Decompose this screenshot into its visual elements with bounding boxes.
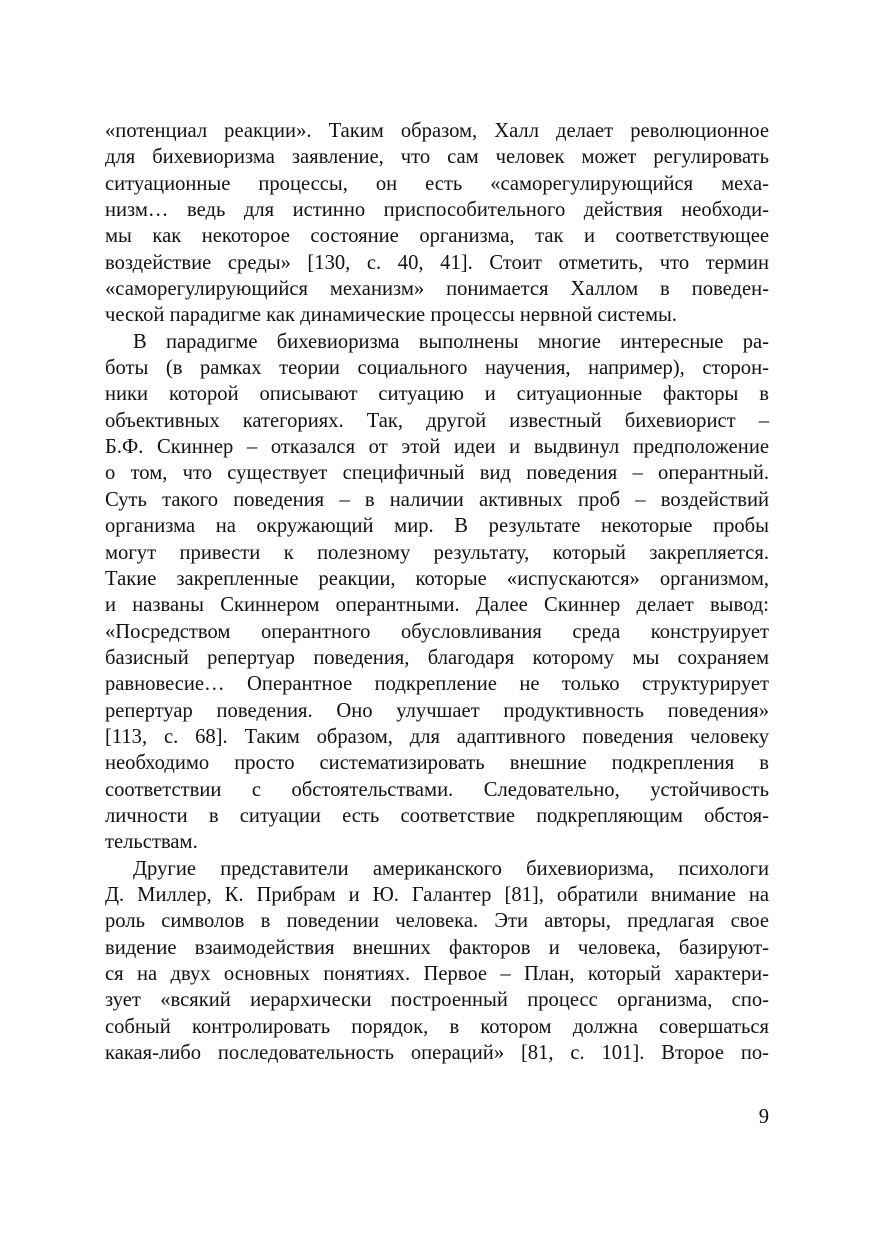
text-line: могут привести к полезному результату, который закрепляется.: [105, 541, 769, 564]
text-line: о том, что существует специфичный вид поведения – оперантный.: [105, 462, 769, 485]
text-line: ся на двух основных понятиях. Первое – План, который характери-: [105, 963, 769, 985]
text-line: видение взаимодействия внешних факторов и человека, базируют-: [105, 936, 769, 959]
paragraph-3: [105, 856, 769, 1067]
text-line: Другие представители американского бихевиоризма, психологи: [133, 857, 769, 880]
text-line: объективных категориях. Так, другой известный бихевиорист –: [105, 409, 769, 432]
text-line: зует «всякий иерархически построенный процесс организма, спо-: [105, 989, 769, 1012]
text-line: личности в ситуации есть соответствие подкрепляющим обстоя-: [105, 804, 769, 827]
text-line: ники которой описывают ситуацию и ситуационные факторы в: [105, 383, 769, 406]
page-number: 9: [758, 1106, 769, 1128]
paragraph-2: [105, 329, 769, 856]
paragraph-1: [105, 118, 769, 329]
text-line: равновесие… Оперантное подкрепление не только структурирует: [105, 673, 769, 696]
text-line: собный контролировать порядок, в котором должна совершаться: [105, 1015, 769, 1038]
text-line: организма на окружающий мир. В результате некоторые пробы: [105, 515, 769, 538]
text-line: Такие закрепленные реакции, которые «испускаются» организмом,: [105, 567, 769, 590]
text-line: низм… ведь для истинно приспособительного действия необходи-: [105, 199, 769, 222]
text-line: ческой парадигме как динамические процессы нервной системы.: [105, 304, 678, 327]
text-line: «саморегулирующийся механизм» понимается Халлом в поведен-: [105, 278, 769, 301]
text-line: мы как некоторое состояние организма, так и соответствующее: [105, 225, 769, 248]
text-line: воздействие среды» [130, с. 40, 41]. Стоит отметить, что термин: [105, 251, 769, 274]
text-line: [113, с. 68]. Таким образом, для адаптивного поведения человеку: [105, 725, 769, 748]
text-line: необходимо просто систематизировать внешние подкрепления в: [105, 752, 769, 775]
text-line: репертуар поведения. Оно улучшает продуктивность поведения»: [105, 699, 769, 722]
text-line: ситуационные процессы, он есть «саморегулирующийся меха-: [105, 172, 769, 195]
text-line: боты (в рамках теории социального научения, например), сторон-: [105, 357, 769, 380]
text-line: и названы Скиннером оперантными. Далее Скиннер делает вывод:: [105, 594, 769, 617]
text-line: какая-либо последовательность операций» [81, с. 101]. Второе по-: [105, 1042, 769, 1065]
text-line: для бихевиоризма заявление, что сам человек может регулировать: [105, 146, 769, 169]
text-line: «Посредством оперантного обусловливания среда конструирует: [105, 620, 769, 643]
text-line: соответствии с обстоятельствами. Следовательно, устойчивость: [105, 778, 769, 801]
text-line: тельствам.: [105, 831, 198, 854]
text-line: Суть такого поведения – в наличии активных проб – воздействий: [105, 488, 769, 511]
text-line: Д. Миллер, К. Прибрам и Ю. Галантер [81], обратили внимание на: [105, 883, 769, 906]
body-text: [105, 118, 769, 1066]
text-line: Б.Ф. Скиннер – отказался от этой идеи и выдвинул предположение: [105, 436, 769, 459]
text-line: В парадигме бихевиоризма выполнены многие интересные ра-: [133, 330, 769, 353]
text-line: роль символов в поведении человека. Эти авторы, предлагая свое: [105, 910, 769, 933]
text-line: «потенциал реакции». Таким образом, Халл делает революционное: [105, 120, 769, 142]
text-line: базисный репертуар поведения, благодаря которому мы сохраняем: [105, 646, 769, 669]
